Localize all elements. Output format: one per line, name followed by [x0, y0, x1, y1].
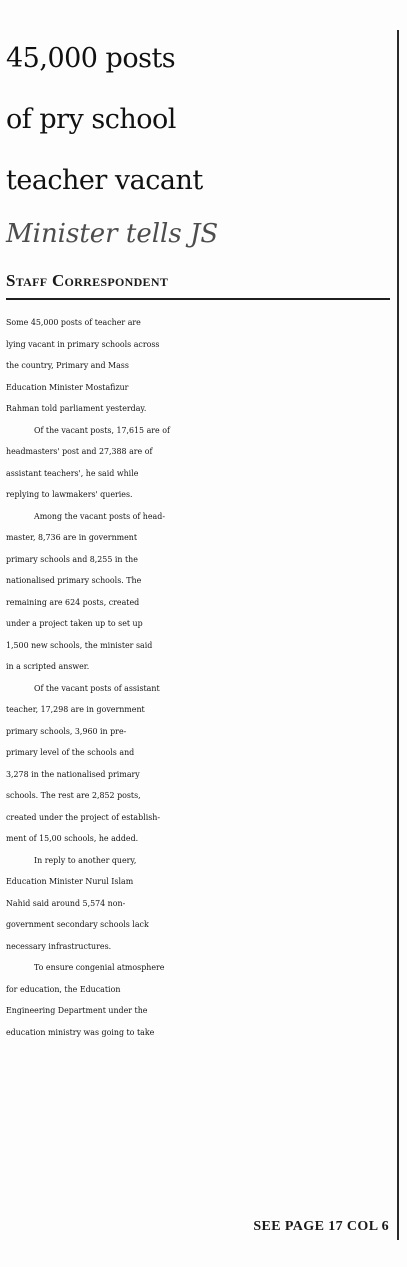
continuation-line: SEE PAGE 17 COL 6 — [253, 1219, 389, 1234]
byline-divider — [6, 298, 390, 300]
headline-line: of pry school — [6, 104, 176, 135]
body-text-line: Of the vacant posts of assistant — [34, 683, 160, 693]
body-text-line: Education Minister Mostafizur — [6, 382, 129, 392]
body-text-line: schools. The rest are 2,852 posts, — [6, 791, 141, 800]
body-text-line: Of the vacant posts, 17,615 are of — [34, 425, 170, 435]
byline: Staff Correspondent — [6, 271, 169, 290]
body-text-line: assistant teachers', he said while — [6, 468, 139, 478]
body-text-line: primary schools and 8,255 in the — [6, 554, 138, 564]
body-text-line: Nahid said around 5,574 non- — [6, 898, 126, 908]
body-text-line: teacher, 17,298 are in government — [6, 705, 145, 714]
body-text-line: replying to lawmakers' queries. — [6, 490, 133, 499]
body-text-line: Rahman told parliament yesterday. — [6, 404, 147, 413]
body-text-line: primary schools, 3,960 in pre- — [6, 726, 127, 736]
body-text-line: in a scripted answer. — [6, 662, 90, 671]
headline-line: teacher vacant — [6, 165, 203, 196]
body-text-line: In reply to another query, — [34, 855, 137, 865]
body-text-line: lying vacant in primary schools across — [6, 339, 160, 349]
body-text-line: Among the vacant posts of head- — [34, 511, 165, 521]
body-text-line: necessary infrastructures. — [6, 941, 112, 951]
body-text-line: remaining are 624 posts, created — [6, 597, 140, 607]
body-text-line: headmasters' post and 27,388 are of — [6, 447, 153, 456]
body-text-line: nationalised primary schools. The — [6, 576, 142, 585]
body-text-line: master, 8,736 are in government — [6, 533, 138, 542]
body-text-line: ment of 15,00 schools, he added. — [6, 834, 139, 843]
body-text-line: Engineering Department under the — [6, 1006, 148, 1015]
headline — [6, 28, 398, 211]
article-body — [6, 312, 398, 1043]
body-text-line: To ensure congenial atmosphere — [34, 963, 165, 972]
body-text-line: created under the project of establish- — [6, 812, 161, 822]
body-text-line: Some 45,000 posts of teacher are — [6, 318, 141, 327]
body-text-line: education ministry was going to take — [6, 1027, 155, 1037]
body-text-line: government secondary schools lack — [6, 920, 149, 929]
body-text-line: Education Minister Nurul Islam — [6, 877, 134, 886]
body-text-line: 1,500 new schools, the minister said — [6, 640, 153, 650]
body-text-line: primary level of the schools and — [6, 748, 135, 757]
headline-line: 45,000 posts — [6, 43, 176, 74]
body-text-line: 3,278 in the nationalised primary — [6, 769, 140, 779]
body-text-line: under a project taken up to set up — [6, 619, 143, 628]
body-text-line: for education, the Education — [6, 984, 121, 994]
body-text-line: the country, Primary and Mass — [6, 361, 129, 370]
deck-subheadline: Minister tells JS — [6, 219, 219, 249]
